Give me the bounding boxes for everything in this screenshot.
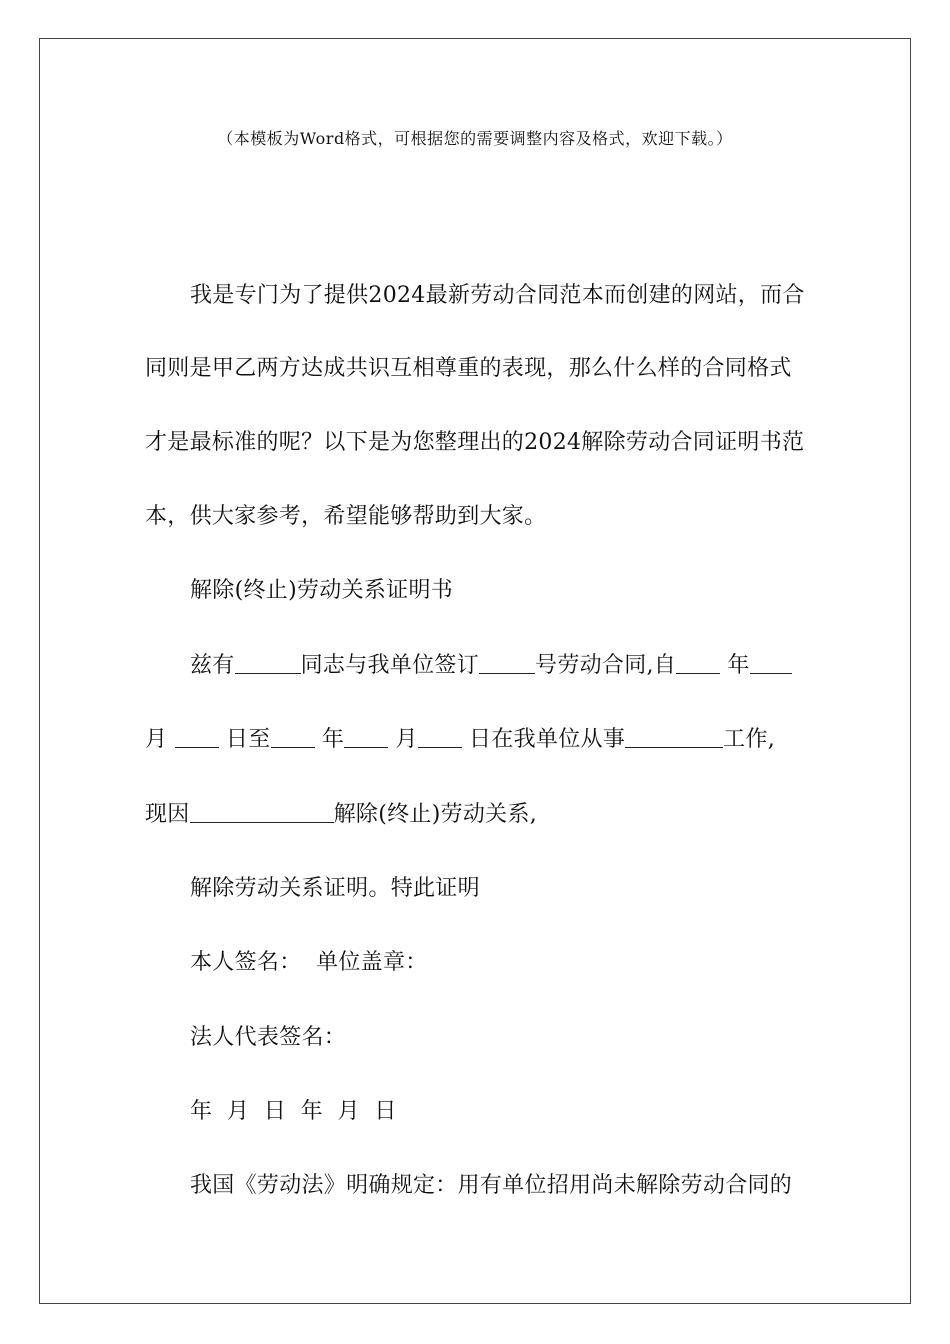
text: 工作, (723, 727, 776, 752)
legal-rep-line: 法人代表签名： (190, 1025, 347, 1050)
text: 同志与我单位签订 (300, 653, 480, 678)
text: 日在我单位从事 (469, 727, 626, 752)
intro-line-1: 我是专门为了提供2024最新劳动合同范本而创建的网站，而合 (190, 283, 805, 308)
date-line: 年 月 日 年 月 日 (190, 1099, 397, 1124)
blank-start-month (750, 653, 792, 674)
text: 现因 (145, 802, 190, 827)
text: 月 (395, 727, 418, 752)
blank-start-day (175, 727, 219, 748)
text: 号劳动合同,自 (535, 653, 677, 678)
intro-line-4: 本，供大家参考，希望能够帮助到大家。 (145, 504, 547, 529)
blank-reason (190, 802, 334, 823)
blank-start-year (676, 653, 720, 674)
text: 月 (145, 727, 168, 752)
blank-end-day (418, 727, 462, 748)
template-note: （本模板为Word格式，可根据您的需要调整内容及格式，欢迎下载。） (217, 129, 733, 148)
law-paragraph: 我国《劳动法》明确规定：用有单位招用尚未解除劳动合同的 (190, 1173, 793, 1198)
text: 日至 (225, 727, 271, 752)
text: 年 (321, 727, 345, 752)
certificate-title: 解除(终止)劳动关系证明书 (190, 578, 454, 603)
intro-line-2: 同则是甲乙两方达成共识互相尊重的表现，那么什么样的合同格式 (145, 356, 792, 381)
text: 解除(终止)劳动关系, (333, 802, 538, 827)
closing-line: 解除劳动关系证明。特此证明 (190, 876, 480, 901)
body-line-3 (145, 797, 537, 828)
text: 兹有 (190, 653, 235, 678)
blank-name (235, 653, 301, 674)
blank-end-month (344, 727, 388, 748)
blank-contract-no (479, 653, 535, 674)
body-line-1 (190, 648, 792, 679)
text: 年 (727, 653, 750, 678)
intro-line-3: 才是最标准的呢？以下是为您整理出的2024解除劳动合同证明书范 (145, 430, 805, 455)
blank-end-year (271, 727, 315, 748)
blank-job (625, 727, 723, 748)
signature-line: 本人签名： 单位盖章： (190, 950, 428, 975)
body-line-2 (145, 722, 775, 753)
